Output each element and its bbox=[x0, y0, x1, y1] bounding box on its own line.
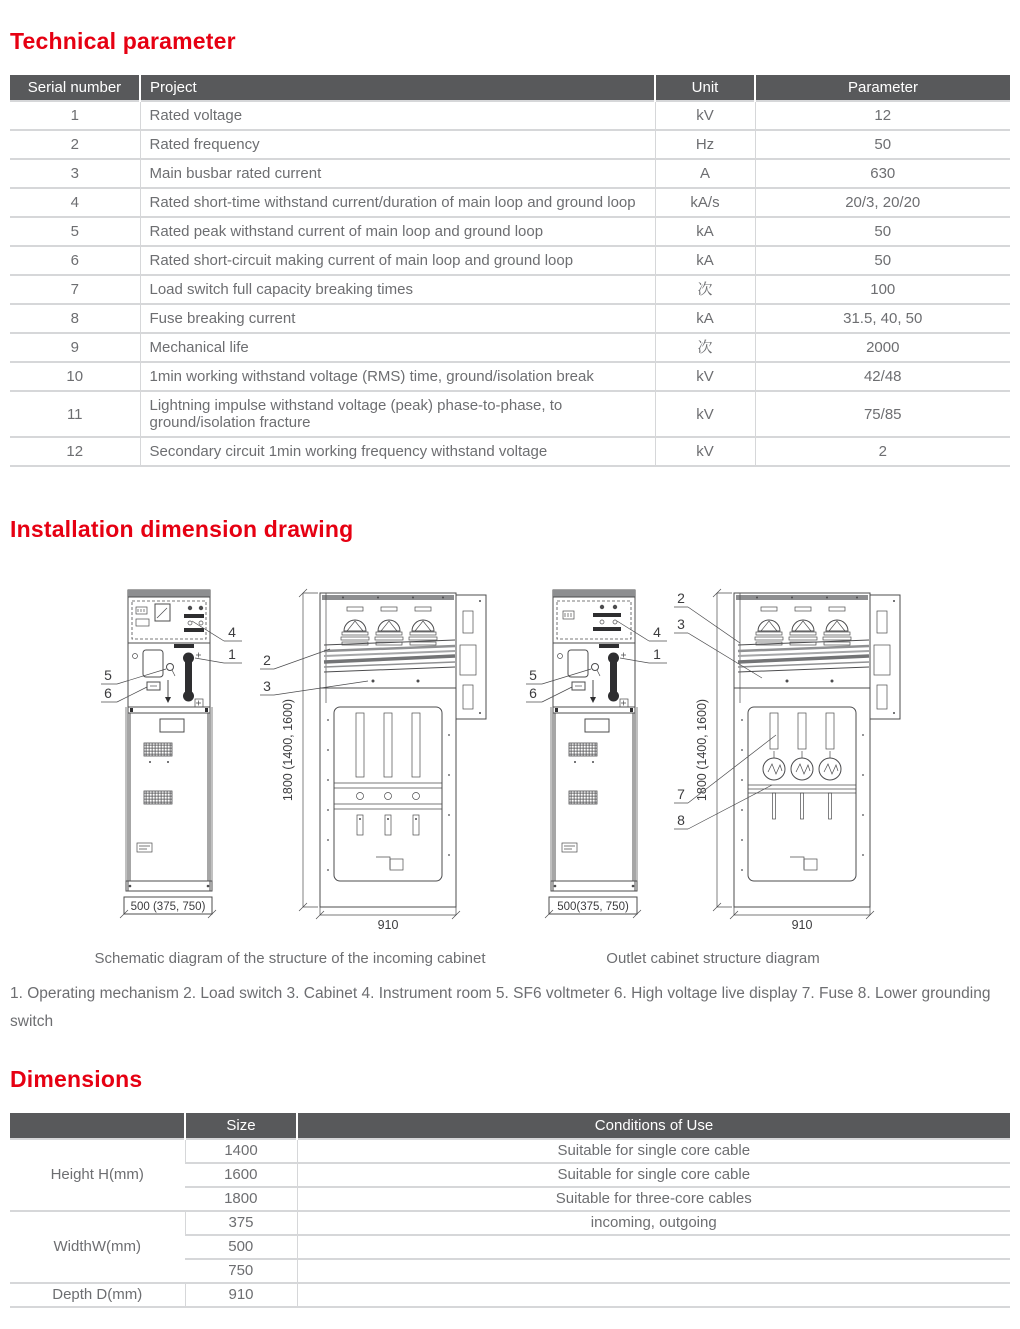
cell-conditions bbox=[297, 1235, 1010, 1259]
cell-project: Mechanical life bbox=[140, 333, 655, 362]
installation-drawings bbox=[0, 560, 1020, 940]
depth-dimension-label: 910 bbox=[377, 918, 399, 932]
callout-5: 5 bbox=[104, 667, 112, 683]
load-switch-bushings bbox=[341, 607, 437, 645]
callout-7: 7 bbox=[677, 786, 685, 802]
callout-1: 1 bbox=[653, 646, 661, 662]
table-row bbox=[10, 333, 1010, 362]
cell-parameter: 42/48 bbox=[755, 362, 1010, 391]
incoming-cabinet-side-drawing bbox=[258, 585, 498, 935]
cell-parameter: 12 bbox=[755, 101, 1010, 130]
col-header-conditions: Conditions of Use bbox=[297, 1113, 1010, 1139]
rear-frame bbox=[456, 595, 486, 719]
cell-serial: 8 bbox=[10, 304, 140, 333]
table-header-row bbox=[10, 75, 1010, 101]
cell-serial: 4 bbox=[10, 188, 140, 217]
busbar-band bbox=[734, 640, 870, 688]
height-dimension bbox=[695, 589, 732, 911]
cell-unit: kV bbox=[655, 437, 755, 466]
callout-3: 3 bbox=[677, 616, 685, 632]
cell-parameter: 31.5, 40, 50 bbox=[755, 304, 1010, 333]
cell-group-height: Height H(mm) bbox=[10, 1139, 185, 1211]
cell-unit: kV bbox=[655, 391, 755, 437]
col-header-group bbox=[10, 1113, 185, 1139]
cell-unit: kA/s bbox=[655, 188, 755, 217]
fuse bbox=[819, 758, 841, 780]
cell-unit: 次 bbox=[655, 333, 755, 362]
cell-conditions: incoming, outgoing bbox=[297, 1211, 1010, 1235]
cell-parameter: 50 bbox=[755, 217, 1010, 246]
cell-serial: 2 bbox=[10, 130, 140, 159]
callouts bbox=[526, 621, 667, 702]
cell-project: Main busbar rated current bbox=[140, 159, 655, 188]
cell-conditions bbox=[297, 1283, 1010, 1307]
cable-compartment bbox=[327, 707, 450, 881]
cell-parameter: 630 bbox=[755, 159, 1010, 188]
cell-project: Rated voltage bbox=[140, 101, 655, 130]
callout-3: 3 bbox=[263, 678, 271, 694]
table-row bbox=[10, 101, 1010, 130]
cell-unit: Hz bbox=[655, 130, 755, 159]
col-header-unit: Unit bbox=[655, 75, 755, 101]
rear-frame bbox=[870, 595, 900, 719]
section-title-dimensions: Dimensions bbox=[10, 1066, 143, 1092]
cell-parameter: 100 bbox=[755, 275, 1010, 304]
mechanism-panel bbox=[128, 643, 210, 707]
cell-project: Load switch full capacity breaking times bbox=[140, 275, 655, 304]
table-row bbox=[10, 159, 1010, 188]
cell-project: Secondary circuit 1min working frequency withstand voltage bbox=[140, 437, 655, 466]
cell-group-depth: Depth D(mm) bbox=[10, 1283, 185, 1307]
cell-unit: kA bbox=[655, 246, 755, 275]
cell-project: 1min working withstand voltage (RMS) time, ground/isolation break bbox=[140, 362, 655, 391]
incoming-cabinet-front-drawing bbox=[100, 585, 250, 935]
cell-project: Fuse breaking current bbox=[140, 304, 655, 333]
cell-size: 1400 bbox=[185, 1139, 297, 1163]
cell-size: 910 bbox=[185, 1283, 297, 1307]
bushing bbox=[755, 607, 783, 645]
mechanism-panel bbox=[553, 643, 635, 707]
bushing bbox=[375, 607, 403, 645]
cell-conditions: Suitable for three-core cables bbox=[297, 1187, 1010, 1211]
callout-5: 5 bbox=[529, 667, 537, 683]
width-dimension-label: 500(375, 750) bbox=[557, 901, 629, 913]
callout-2: 2 bbox=[677, 590, 685, 606]
height-dimension-label: 1800 (1400, 1600) bbox=[281, 698, 295, 802]
col-header-size: Size bbox=[185, 1113, 297, 1139]
cell-project: Rated short-time withstand current/duration of main loop and ground loop bbox=[140, 188, 655, 217]
cell-conditions: Suitable for single core cable bbox=[297, 1163, 1010, 1187]
drawing-captions bbox=[0, 950, 1020, 972]
cell-unit: kA bbox=[655, 304, 755, 333]
cell-serial: 3 bbox=[10, 159, 140, 188]
height-dimension-label: 1800 (1400, 1600) bbox=[695, 698, 709, 802]
cell-serial: 1 bbox=[10, 101, 140, 130]
fuse bbox=[791, 758, 813, 780]
outlet-cabinet-front-drawing bbox=[525, 585, 675, 935]
cell-serial: 10 bbox=[10, 362, 140, 391]
bushing bbox=[823, 607, 851, 645]
callout-8: 8 bbox=[677, 812, 685, 828]
col-header-project: Project bbox=[140, 75, 655, 101]
table-row bbox=[10, 246, 1010, 275]
table-row bbox=[10, 1139, 1010, 1163]
fuse-compartment bbox=[741, 707, 864, 881]
table-row bbox=[10, 1211, 1010, 1235]
cell-parameter: 50 bbox=[755, 246, 1010, 275]
cell-project: Lightning impulse withstand voltage (peak) phase-to-phase, to ground/isolation fracture bbox=[140, 391, 655, 437]
cell-unit: kV bbox=[655, 362, 755, 391]
cell-size: 1800 bbox=[185, 1187, 297, 1211]
col-header-parameter: Parameter bbox=[755, 75, 1010, 101]
bushing bbox=[409, 607, 437, 645]
lower-door bbox=[126, 707, 212, 891]
section-title-technical-parameter: Technical parameter bbox=[10, 28, 236, 54]
callout-4: 4 bbox=[653, 624, 661, 640]
cell-size: 375 bbox=[185, 1211, 297, 1235]
cell-conditions bbox=[297, 1259, 1010, 1283]
cell-size: 500 bbox=[185, 1235, 297, 1259]
cell-serial: 12 bbox=[10, 437, 140, 466]
cell-unit: A bbox=[655, 159, 755, 188]
callout-6: 6 bbox=[529, 685, 537, 701]
table-row bbox=[10, 437, 1010, 466]
cell-size: 1600 bbox=[185, 1163, 297, 1187]
table-row bbox=[10, 304, 1010, 333]
callout-1: 1 bbox=[228, 646, 236, 662]
instrument-room bbox=[136, 604, 204, 632]
cell-size: 750 bbox=[185, 1259, 297, 1283]
bushing bbox=[789, 607, 817, 645]
cell-unit: 次 bbox=[655, 275, 755, 304]
width-dimension bbox=[545, 897, 641, 918]
cell-serial: 9 bbox=[10, 333, 140, 362]
callouts bbox=[101, 621, 242, 702]
table-row bbox=[10, 1283, 1010, 1307]
load-switch-bushings bbox=[755, 607, 851, 645]
cell-unit: kA bbox=[655, 217, 755, 246]
cell-parameter: 2 bbox=[755, 437, 1010, 466]
outlet-cabinet-side-drawing bbox=[672, 585, 912, 935]
table-row bbox=[10, 275, 1010, 304]
depth-dimension bbox=[730, 907, 874, 932]
lower-door bbox=[551, 707, 637, 891]
dimensions-table bbox=[10, 1113, 1010, 1308]
depth-dimension bbox=[316, 907, 460, 932]
bushing bbox=[341, 607, 369, 645]
depth-dimension-label: 910 bbox=[791, 918, 813, 932]
table-header-row bbox=[10, 1113, 1010, 1139]
cell-parameter: 50 bbox=[755, 130, 1010, 159]
cell-serial: 5 bbox=[10, 217, 140, 246]
cell-project: Rated short-circuit making current of main loop and ground loop bbox=[140, 246, 655, 275]
instrument-room bbox=[563, 605, 621, 631]
cell-parameter: 2000 bbox=[755, 333, 1010, 362]
cell-project: Rated frequency bbox=[140, 130, 655, 159]
technical-parameter-table bbox=[10, 75, 1010, 467]
width-dimension-label: 500 (375, 750) bbox=[130, 901, 206, 913]
cell-unit: kV bbox=[655, 101, 755, 130]
callout-6: 6 bbox=[104, 685, 112, 701]
table-row bbox=[10, 188, 1010, 217]
cell-serial: 11 bbox=[10, 391, 140, 437]
caption-incoming-cabinet: Schematic diagram of the structure of the incoming cabinet bbox=[94, 950, 486, 967]
cell-parameter: 20/3, 20/20 bbox=[755, 188, 1010, 217]
width-dimension bbox=[120, 897, 216, 918]
caption-outlet-cabinet: Outlet cabinet structure diagram bbox=[606, 950, 820, 967]
table-row bbox=[10, 362, 1010, 391]
busbar-band bbox=[320, 640, 456, 688]
cell-serial: 7 bbox=[10, 275, 140, 304]
cell-serial: 6 bbox=[10, 246, 140, 275]
callout-2: 2 bbox=[263, 652, 271, 668]
cell-project: Rated peak withstand current of main loop and ground loop bbox=[140, 217, 655, 246]
col-header-serial-number: Serial number bbox=[10, 75, 140, 101]
section-title-installation-drawing: Installation dimension drawing bbox=[10, 516, 354, 542]
table-row bbox=[10, 391, 1010, 437]
table-row bbox=[10, 217, 1010, 246]
fuse bbox=[763, 758, 785, 780]
height-dimension bbox=[281, 589, 318, 911]
cell-parameter: 75/85 bbox=[755, 391, 1010, 437]
table-row bbox=[10, 130, 1010, 159]
parts-legend: 1. Operating mechanism 2. Load switch 3. Cabinet 4. Instrument room 5. SF6 voltmeter 6. High voltage live display 7. Fuse 8. Lower grounding switch bbox=[10, 985, 991, 1030]
callout-4: 4 bbox=[228, 624, 236, 640]
cell-group-width: WidthW(mm) bbox=[10, 1211, 185, 1283]
cell-conditions: Suitable for single core cable bbox=[297, 1139, 1010, 1163]
